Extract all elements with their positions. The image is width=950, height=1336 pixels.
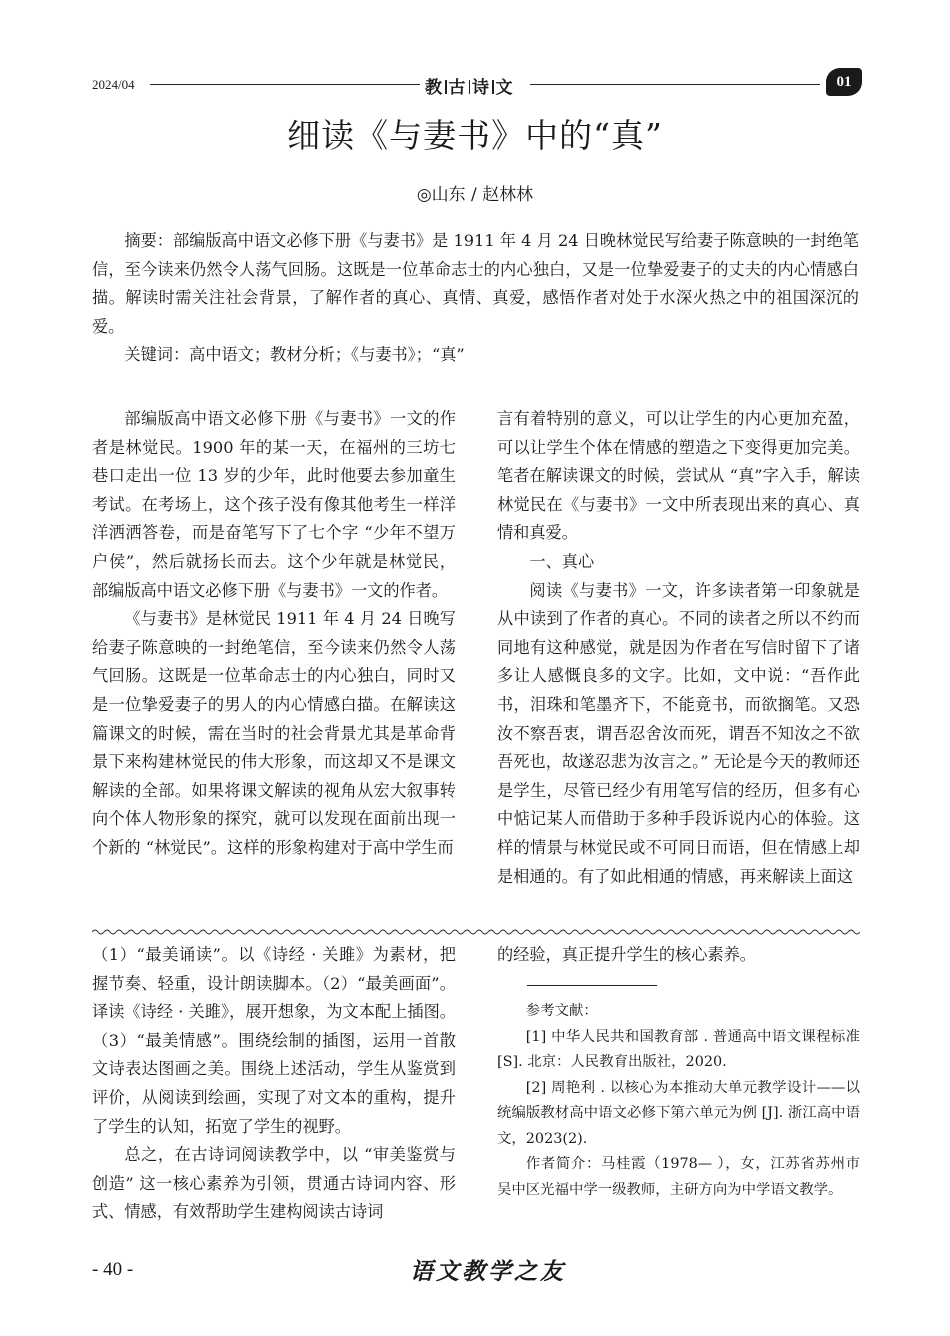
section-heading: 一、真心 bbox=[529, 551, 595, 571]
column-char: 古 bbox=[448, 78, 467, 98]
right-column-upper bbox=[497, 405, 860, 891]
abstract: 摘要：部编版高中语文必修下册《与妻书》是 1911 年 4 月 24 日晚林觉民写给妻子陈意映的一封绝笔信，至今读来仍然令人荡气回肠。这既是一位革命志士的内心独白，又是一位挚爱妻子的丈夫的内心情感白描。解读时需关注社会背景，了解作者的真心、真情、真爱，感悟作者对处于水深火热之中的祖国深沉的爱。 bbox=[92, 231, 859, 336]
article-title: 细读《与妻书》中的“真” bbox=[287, 116, 663, 155]
wavy-divider bbox=[92, 928, 860, 936]
journal-name: 语文教学之友 bbox=[410, 1258, 566, 1285]
paragraph: 言有着特别的意义，可以让学生的内心更加充盈，可以让学生个体在情感的塑造之下变得更加完美。笔者在解读课文的时候，尝试从 “真”字入手，解读林觉民在《与妻书》一文中所表现出来的真心、真情和真爱。 bbox=[497, 409, 860, 543]
issue-date: 2024/04 bbox=[92, 77, 135, 92]
paragraph: 部编版高中语文必修下册《与妻书》一文的作者是林觉民。1900 年的某一天，在福州的三坊七巷口走出一位 13 岁的少年，此时他要去参加童生考试。在考场上，这个孩子没有像其他考生一样洋洋洒洒答卷，而是奋笔写下了七个字 “少年不望万户侯”，然后就扬长而去。这个少年就是林觉民，部编版高中语文必修下册《与妻书》一文的作者。 bbox=[92, 409, 456, 600]
column-separator bbox=[492, 80, 494, 94]
section-badge: 01 bbox=[826, 68, 862, 96]
keywords: 关键词：高中语文；教材分析；《与妻书》；“真” bbox=[124, 345, 465, 364]
header-rule-right bbox=[530, 84, 820, 85]
column-char: 诗 bbox=[472, 78, 490, 98]
column-char: 文 bbox=[495, 78, 514, 98]
header-rule-left bbox=[150, 84, 420, 85]
reference-item: [1] 中华人民共和国教育部 . 普通高中语文课程标准 [S]. 北京：人民教育出版社，2020. bbox=[497, 1028, 860, 1070]
paragraph: 的经验，真正提升学生的核心素养。 bbox=[497, 945, 756, 964]
left-column-upper bbox=[92, 405, 456, 863]
left-column-lower bbox=[92, 941, 456, 1227]
paragraph: 《与妻书》是林觉民 1911 年 4 月 24 日晚写给妻子陈意映的一封绝笔信，至今读来仍然令人荡气回肠。这既是一位革命志士的内心独白，同时又是一位挚爱妻子的男人的内心情感白描。在解读这篇课文的时候，需在当时的社会背景尤其是革命背景下来构建林觉民的伟大形象，而这却又不是课文解读的全部。如果将课文解读的视角从宏大叙事转向个体人物形象的探究，就可以发现在面前出现一个新的 “林觉民”。这样的形象构建对于高中学生而 bbox=[92, 609, 456, 857]
article-author: ◎山东 / 赵林林 bbox=[416, 185, 534, 205]
reference-item: [2] 周艳利 . 以核心为本推动大单元教学设计——以统编版教材高中语文必修下第六单元为例 [J]. 浙江高中语文，2023(2). bbox=[497, 1079, 860, 1147]
author-bio: 作者简介：马桂霞（1978— ），女，江苏省苏州市吴中区光福中学一级教师，主研方向为中学语文教学。 bbox=[497, 1156, 860, 1198]
column-separator bbox=[445, 80, 447, 94]
paragraph: 阅读《与妻书》一文，许多读者第一印象就是从中读到了作者的真心。不同的读者之所以不约而同地有这种感觉，就是因为作者在写信时留下了诸多让人感慨良多的文字。比如，文中说：“吾作此书，泪珠和笔墨齐下，不能竟书，而欲搁笔。又恐汝不察吾衷，谓吾忍舍汝而死，谓吾不知汝之不欲吾死也，故遂忍悲为汝言之。” 无论是今天的教师还是学生，尽管已经少有用笔写信的经历，但多有心中惦记某人而借助于多种手段诉说内心的体验。这样的情景与林觉民或不可同日而语，但在情感上却是相通的。有了如此相通的情感，再来解读上面这 bbox=[497, 580, 860, 886]
references bbox=[497, 999, 860, 1203]
column-name bbox=[425, 73, 514, 98]
right-column-lower bbox=[497, 941, 860, 970]
paragraph: （1）“最美诵读”。以《诗经 · 关雎》为素材，把握节奏、轻重，设计朗读脚本。（2）“最美画面”。译读《诗经 · 关雎》，展开想象，为文本配上插图。（3）“最美情感”。围绕绘制的插图，运用一首散文诗表达图画之美。围绕上述活动，学生从鉴赏到评价，从阅读到绘画，实现了对文本的重构，提升了学生的认知，拓宽了学生的视野。 bbox=[92, 945, 456, 1136]
references-heading: 参考文献： bbox=[525, 1003, 598, 1019]
column-separator bbox=[469, 80, 471, 94]
page-number: - 40 - bbox=[92, 1259, 134, 1280]
column-char: 教 bbox=[425, 78, 443, 98]
paragraph: 总之，在古诗词阅读教学中，以 “审美鉴赏与创造” 这一核心素养为引领，贯通古诗词内容、形式、情感，有效帮助学生建构阅读古诗词 bbox=[92, 1145, 456, 1222]
references-rule bbox=[527, 985, 657, 986]
